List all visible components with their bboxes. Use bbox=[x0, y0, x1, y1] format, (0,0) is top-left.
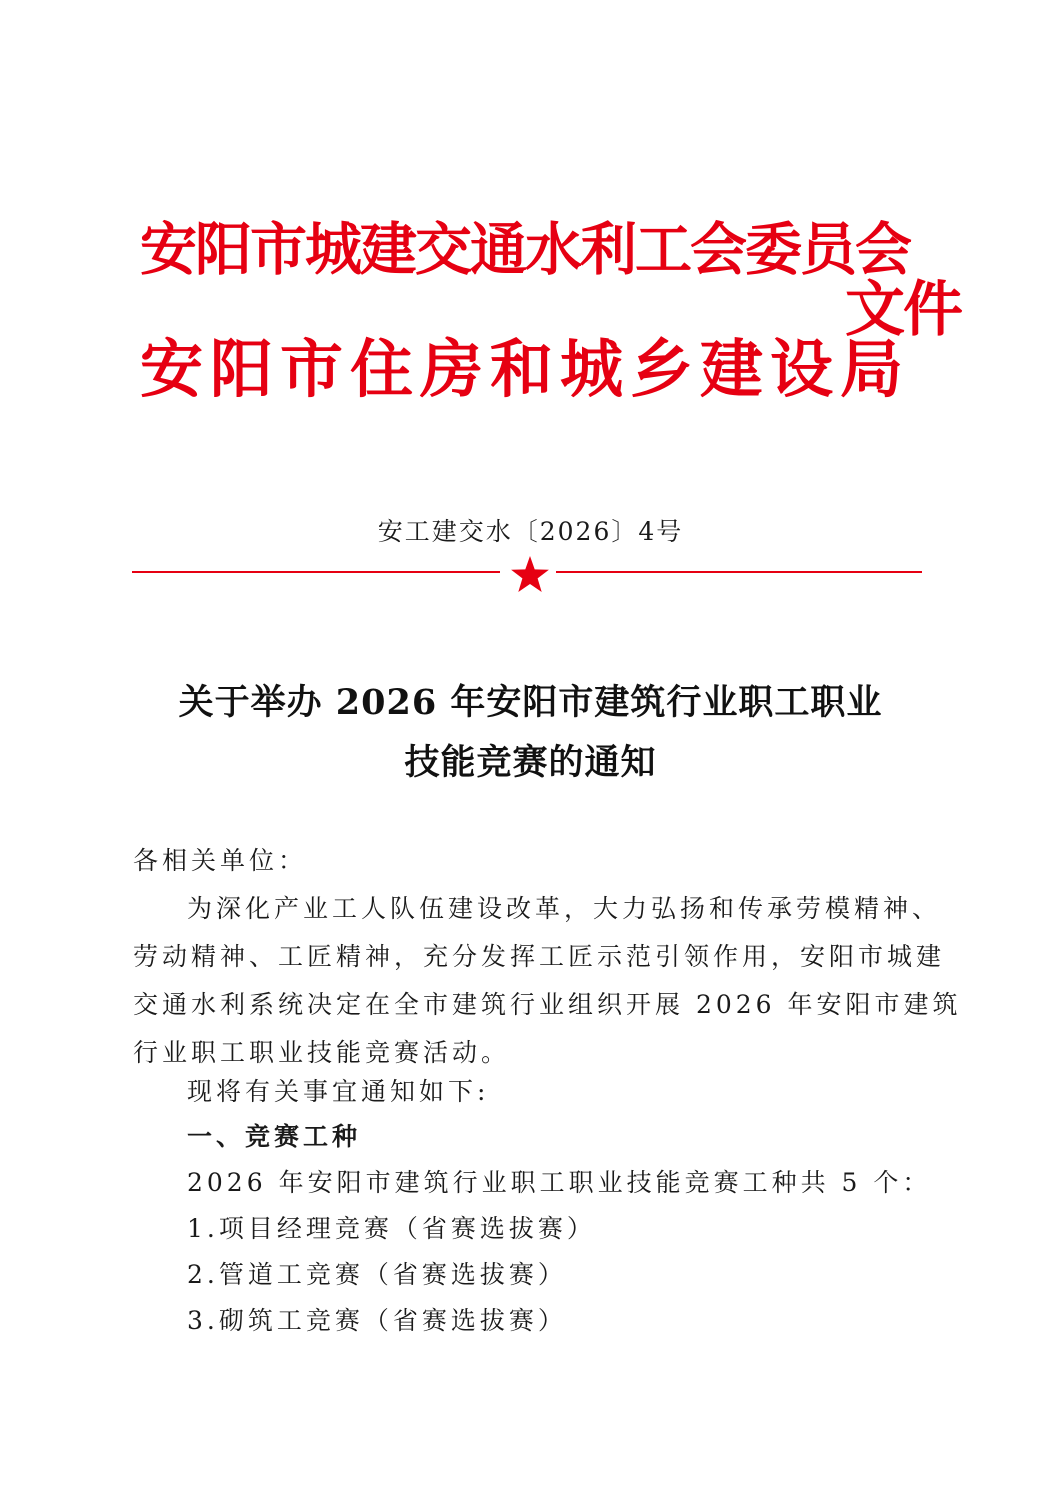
red-header bbox=[140, 205, 980, 435]
list-item: 3.砌筑工竞赛（省赛选拔赛） bbox=[187, 1306, 567, 1335]
paragraph1-line-2: 劳动精神、工匠精神，充分发挥工匠示范引领作用，安阳市城建 bbox=[133, 942, 946, 971]
document-number: 安工建交水〔2026〕4号 bbox=[377, 517, 684, 546]
list-item: 1.项目经理竞赛（省赛选拔赛） bbox=[187, 1214, 596, 1243]
section1-intro: 2026 年安阳市建筑行业职工职业技能竞赛工种共 5 个： bbox=[187, 1168, 932, 1197]
salutation: 各相关单位： bbox=[133, 846, 308, 875]
paragraph1-line-1: 为深化产业工人队伍建设改革，大力弘扬和传承劳模精神、 bbox=[187, 894, 942, 923]
title-line-1: 关于举办 2026 年安阳市建筑行业职工职业 bbox=[178, 682, 883, 723]
issuer-union: 安阳市城建交通水利工会委员会 bbox=[140, 217, 910, 283]
separator-rule-right bbox=[556, 571, 922, 573]
document-label: 文件 bbox=[845, 275, 961, 345]
star-icon bbox=[510, 555, 550, 593]
title-line-2: 技能竞赛的通知 bbox=[404, 742, 657, 783]
issuer-housing-bureau: 安阳市住房和城乡建设局 bbox=[140, 333, 910, 406]
paragraph1-line-3: 交通水利系统决定在全市建筑行业组织开展 2026 年安阳市建筑 bbox=[133, 990, 962, 1019]
paragraph1-line-4: 行业职工职业技能竞赛活动。 bbox=[133, 1038, 511, 1067]
paragraph2: 现将有关事宜通知如下: bbox=[187, 1077, 490, 1106]
list-item: 2.管道工竞赛（省赛选拔赛） bbox=[187, 1260, 567, 1289]
section1-heading: 一、竞赛工种 bbox=[187, 1122, 362, 1151]
notice-title bbox=[0, 673, 1061, 793]
separator-rule-left bbox=[132, 571, 500, 573]
